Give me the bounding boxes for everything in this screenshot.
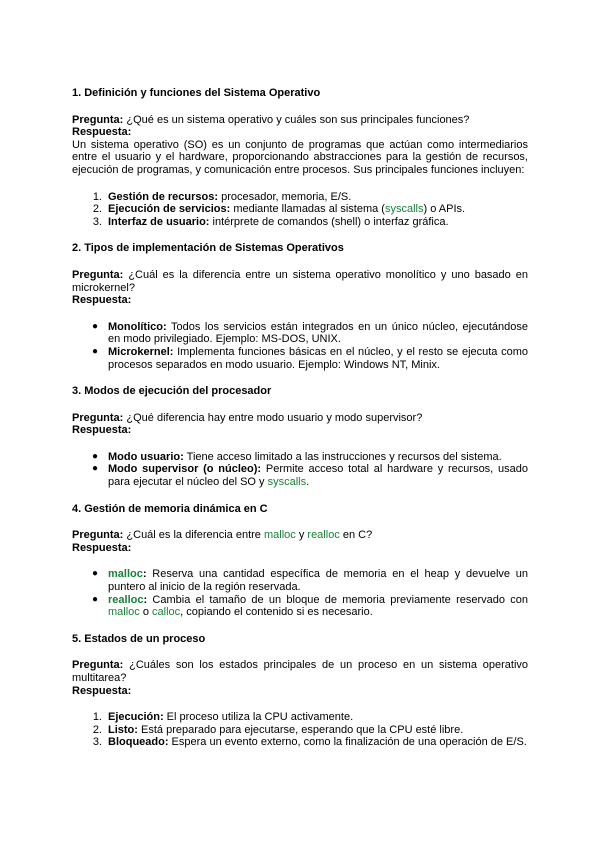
bullet-icon: ● <box>92 320 99 332</box>
section-5 <box>72 633 528 749</box>
question-label: Pregunta: <box>72 113 124 126</box>
list-marker: 2. <box>92 723 102 736</box>
bullet-list <box>72 568 528 618</box>
code-term: syscalls <box>384 203 424 216</box>
list-marker: 3. <box>92 215 102 228</box>
item-text: Está preparado para ejecutarse, esperando que la CPU esté libre. <box>137 723 464 736</box>
list-item <box>72 321 528 346</box>
item-label: Modo usuario: <box>108 450 184 463</box>
question-label: Pregunta: <box>72 659 124 672</box>
item-label: Bloqueado: <box>108 736 169 749</box>
code-term: calloc <box>152 606 181 619</box>
item-label-suffix: : <box>143 593 148 606</box>
list-item <box>72 736 528 749</box>
item-label: Monolítico: <box>108 320 167 333</box>
question-text: ¿Cuáles son los estados principales de un proceso en un sistema operativo multitarea? <box>72 659 528 684</box>
question-label: Pregunta: <box>72 411 124 424</box>
section-heading: 3. Modos de ejecución del procesador <box>72 385 272 398</box>
item-text: , copiando el contenido si es necesario. <box>180 606 373 619</box>
list-item <box>72 191 528 204</box>
question-text: ¿Cuál es la diferencia entre un sistema operativo monolítico y uno basado en microkernel? <box>72 268 528 294</box>
bullet-icon: ● <box>92 568 99 580</box>
item-code-label: realloc <box>108 593 144 606</box>
item-text: intérprete de comandos (shell) o interfaz gráfica. <box>209 215 449 228</box>
question-label: Pregunta: <box>72 268 124 281</box>
list-item <box>72 216 528 229</box>
list-item <box>72 568 528 593</box>
item-text: ) o APIs. <box>423 203 466 216</box>
item-text: El proceso utiliza la CPU activamente. <box>163 711 354 724</box>
section-4 <box>72 503 528 619</box>
item-text: mediante llamadas al sistema ( <box>230 203 385 216</box>
item-text: Implementa funciones básicas en el núcleo, y el resto se ejecuta como procesos separados en modo usuario. Ejemplo: Windows NT, Minix. <box>108 345 528 371</box>
item-label: Gestión de recursos: <box>108 190 219 203</box>
item-label: Microkernel: <box>108 345 174 358</box>
question <box>72 412 528 425</box>
bullet-icon: ● <box>92 593 99 605</box>
section-heading: 2. Tipos de implementación de Sistemas Operativos <box>72 242 344 255</box>
bullet-icon: ● <box>92 450 99 462</box>
list-item <box>72 203 528 216</box>
bullet-list <box>72 321 528 371</box>
ordered-list <box>72 191 528 229</box>
item-text: Reserva una cantidad específica de memoria en el heap y devuelve un puntero al inicio de la región reservada. <box>108 568 528 594</box>
section-heading: 4. Gestión de memoria dinámica en C <box>72 502 268 515</box>
question-text: ¿Cuál es la diferencia entre <box>123 529 264 542</box>
answer-label: Respuesta: <box>72 424 132 437</box>
bullet-icon: ● <box>92 463 99 475</box>
question <box>72 659 528 684</box>
question <box>72 114 528 127</box>
question-text: ¿Qué diferencia hay entre modo usuario y modo supervisor? <box>123 411 423 424</box>
item-label: Modo supervisor (o núcleo): <box>108 463 262 476</box>
item-label: Ejecución de servicios: <box>108 203 231 216</box>
item-label-suffix: : <box>142 568 147 581</box>
item-text: . <box>306 476 310 489</box>
item-label: Listo: <box>108 723 138 736</box>
list-item <box>72 724 528 737</box>
answer-text: Un sistema operativo (SO) es un conjunto de programas que actúan como intermediarios entre el usuario y el hardware, proporcionando abstracciones para la gestión de recursos, ejecución de programas, y comunicación entre procesos. Sus principales funciones incluyen: <box>72 138 528 176</box>
section-heading: 1. Definición y funciones del Sistema Operativo <box>72 87 321 99</box>
list-item <box>72 594 528 619</box>
item-text: Espera un evento externo, como la finalización de una operación de E/S. <box>168 736 527 749</box>
bullet-list <box>72 451 528 489</box>
list-item <box>72 463 528 488</box>
item-code-label: malloc <box>108 568 143 581</box>
item-text: o <box>139 606 153 619</box>
answer-label: Respuesta: <box>72 541 132 554</box>
item-text: Permite acceso total al hardware y recursos, usado para ejecutar el núcleo del SO y <box>108 463 528 489</box>
question <box>72 529 528 542</box>
list-marker: 2. <box>92 203 102 216</box>
code-term: malloc <box>263 529 296 542</box>
bullet-icon: ● <box>92 345 99 357</box>
item-text: Cambia el tamaño de un bloque de memoria previamente reservado con <box>147 593 528 606</box>
section-2 <box>72 242 528 371</box>
item-text: procesador, memoria, E/S. <box>218 190 352 203</box>
list-marker: 1. <box>92 711 102 724</box>
ordered-list <box>72 711 528 749</box>
code-term: realloc <box>307 529 340 542</box>
section-heading: 5. Estados de un proceso <box>72 632 206 645</box>
code-term: malloc <box>108 606 140 619</box>
item-label: Interfaz de usuario: <box>108 215 210 228</box>
question-text: ¿Qué es un sistema operativo y cuáles son sus principales funciones? <box>123 113 470 126</box>
list-marker: 1. <box>92 190 102 203</box>
question <box>72 269 528 294</box>
answer-label: Respuesta: <box>72 126 132 139</box>
code-term: syscalls <box>267 476 307 489</box>
list-item <box>72 711 528 724</box>
list-item <box>72 346 528 371</box>
section-1 <box>72 87 528 228</box>
item-text: Todos los servicios están integrados en un único núcleo, ejecutándose en modo privilegiado. Ejemplo: MS-DOS, UNIX. <box>108 320 528 346</box>
list-marker: 3. <box>92 736 102 749</box>
section-3 <box>72 385 528 489</box>
item-label: Ejecución: <box>108 711 164 724</box>
answer-label: Respuesta: <box>72 294 132 307</box>
question-text: en C? <box>339 529 373 542</box>
question-label: Pregunta: <box>72 529 124 542</box>
list-item <box>72 451 528 464</box>
document-page <box>72 87 528 749</box>
question-text: y <box>295 529 308 542</box>
item-text: Tiene acceso limitado a las instrucciones y recursos del sistema. <box>183 450 502 463</box>
answer-label: Respuesta: <box>72 684 132 697</box>
